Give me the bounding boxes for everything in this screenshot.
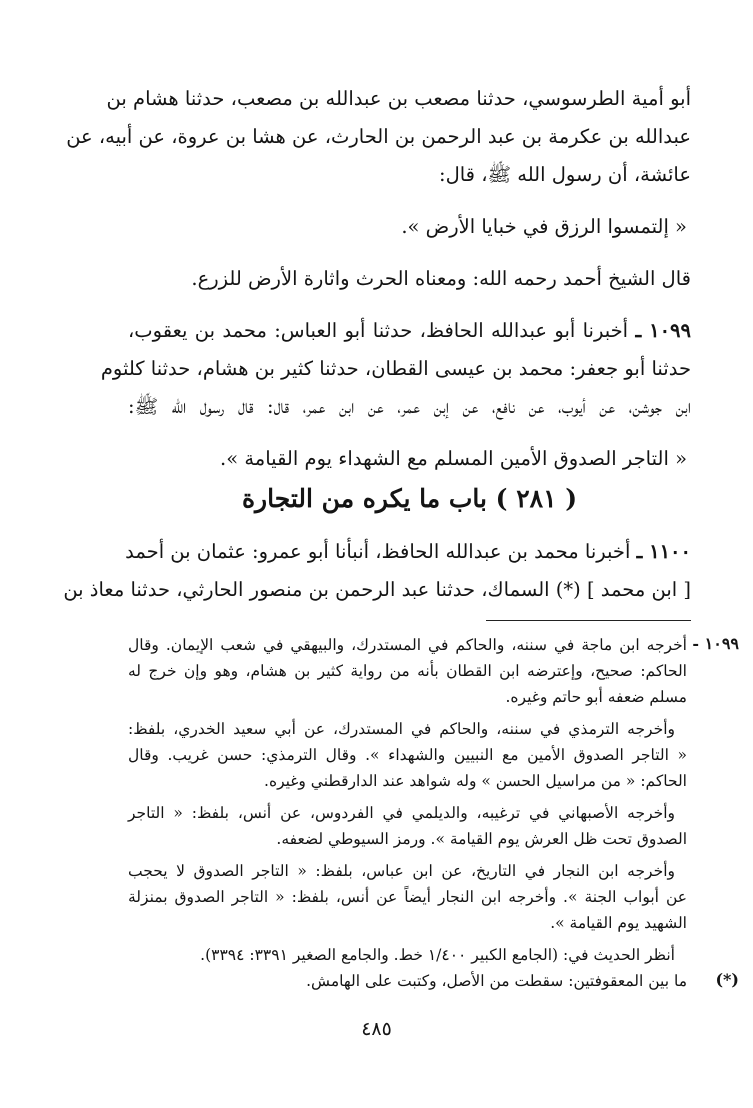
- hadith-1100-first-line: [125, 533, 691, 571]
- hadith-1099-first-line: [128, 312, 691, 350]
- text-line: حدثنا أبو جعفر: محمد بن عيسى القطان، حدثنا كثير بن هشام، حدثنا كلثوم: [100, 357, 691, 380]
- sheikh-commentary: قال الشيخ أحمد رحمه الله: ومعناه الحرث واثارة الأرض للزرع.: [191, 267, 691, 290]
- footnote-line: « التاجر الصدوق الأمين مع النبيين والشهداء ». وقال الترمذي: حسن غريب. وقال: [128, 746, 687, 764]
- footnote-line: أنظر الحديث في: (الجامع الكبير ١/٤٠٠ خط. والجامع الصغير ٣٣٩١: ٣٣٩٤).: [200, 946, 675, 964]
- footnote-1099: [128, 632, 739, 968]
- main-text: [66, 80, 691, 478]
- footnote-number: (*): [715, 970, 739, 989]
- footnote-line: الصدوق تحت ظل العرش يوم القيامة ». ورمز السيوطي لضعفه.: [276, 830, 687, 848]
- footnotes: [128, 632, 739, 994]
- footnote-number: ١٠٩٩ -: [692, 634, 739, 653]
- footnote-star: [128, 968, 739, 994]
- footnote-divider: [486, 620, 691, 621]
- footnote-line: وأخرجه الأصبهاني في ترغيبه، والديلمي في الفردوس، عن أنس، بلفظ: « التاجر: [128, 804, 675, 822]
- text-line: أبو أمية الطرسوسي، حدثنا مصعب بن عبدالله بن مصعب، حدثنا هشام بن: [106, 87, 691, 110]
- text-line: أخبرنا محمد بن عبدالله الحافظ، أنبأنا أبو عمرو: عثمان بن أحمد: [125, 540, 631, 563]
- footnote-line: وأخرجه الترمذي في سننه، والحاكم في المستدرك، عن أبي سعيد الخدري، بلفظ:: [128, 720, 675, 738]
- footnote-line: الحاكم: « من مراسيل الحسن » وله شواهد عند الدارقطني وغيره.: [264, 772, 687, 790]
- text-line: عبدالله بن عكرمة بن عبد الرحمن بن الحارث، عن هشا بن عروة، عن أبيه، عن: [66, 125, 691, 148]
- hadith-quote: « إلتمسوا الرزق في خبايا الأرض ».: [401, 215, 687, 238]
- chapter-heading: ( ٢٨١ ) باب ما يكره من التجارة: [241, 484, 578, 513]
- footnote-body: [128, 632, 687, 968]
- text-line: [ ابن محمد ] (*) السماك، حدثنا عبد الرحمن بن منصور الحارثي، حدثنا معاذ بن: [63, 578, 691, 601]
- footnote-line: الحاكم: صحيح، وإعترضه ابن القطان بأنه من رواية كثير بن هشام، وهو وإن خرج له: [128, 662, 687, 680]
- footnote-line: أخرجه ابن ماجة في سننه، والحاكم في المستدرك، والبيهقي في شعب الإيمان. وقال: [128, 636, 687, 654]
- footnote-body: [128, 968, 687, 994]
- footnote-line: الشهيد يوم القيامة ».: [550, 914, 687, 932]
- footnote-line: وأخرجه ابن النجار في التاريخ، عن ابن عباس، بلفظ: « التاجر الصدوق لا يحجب: [128, 862, 675, 880]
- hadith-number: ١٠٩٩ ـ: [635, 319, 691, 342]
- text-line: ابن جوشن، عن أيوب، عن نافع، عن إبن عمر، عن ابن عمر، قال: قال رسول الله ﷺ:: [128, 395, 691, 418]
- hadith-quote: « التاجر الصدوق الأمين المسلم مع الشهداء يوم القيامة ».: [220, 447, 687, 470]
- hadith-number: ١١٠٠ ـ: [636, 540, 691, 563]
- text-line: عائشة، أن رسول الله ﷺ، قال:: [439, 163, 691, 186]
- footnote-line: ما بين المعقوفتين: سقطت من الأصل، وكتبت على الهامش.: [306, 972, 687, 990]
- page-number: ٤٨٥: [361, 1018, 392, 1040]
- text-line: أخبرنا أبو عبدالله الحافظ، حدثنا أبو العباس: محمد بن يعقوب،: [128, 319, 629, 342]
- footnote-line: مسلم ضعفه أبو حاتم وغيره.: [505, 688, 687, 706]
- footnote-line: عن أبواب الجنة ». وأخرجه ابن النجار أيضاً عن أنس، بلفظ: « التاجر الصدوق بمنزلة: [128, 888, 687, 906]
- hadith-1100: [63, 533, 691, 609]
